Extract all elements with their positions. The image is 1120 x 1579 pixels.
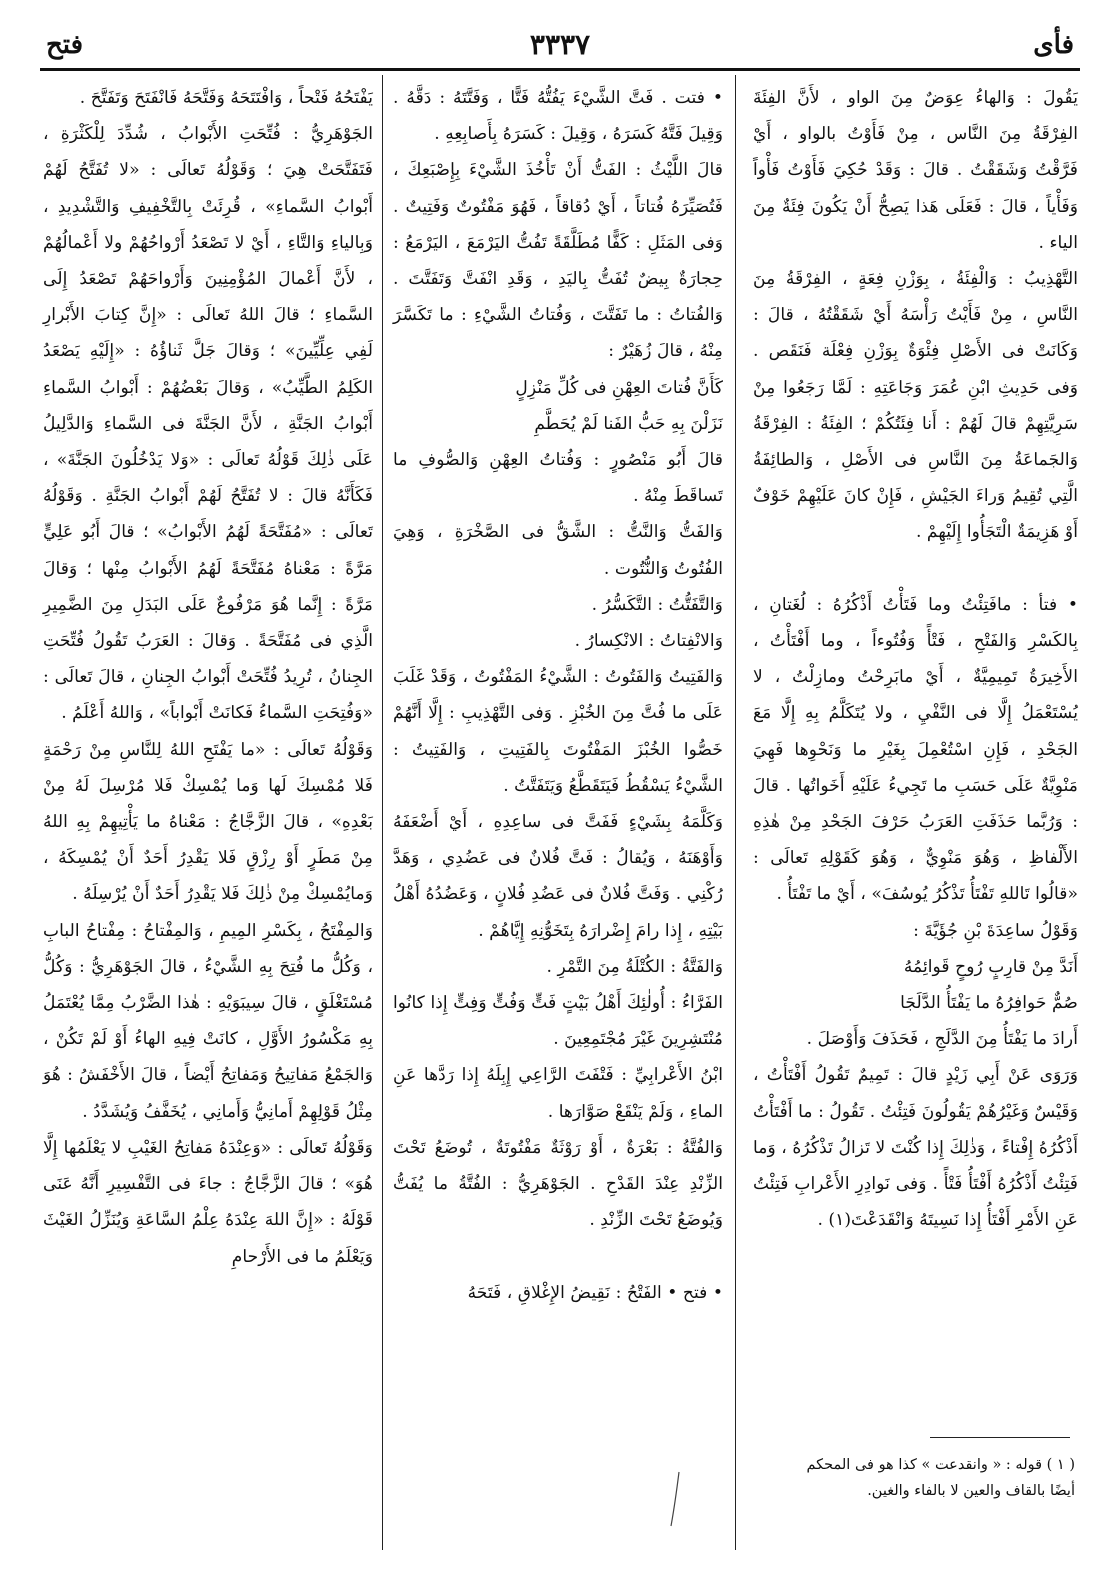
page-number: ٣٣٣٧	[529, 28, 591, 61]
stray-pen-mark	[665, 1470, 685, 1530]
column-divider-left	[382, 75, 383, 1550]
footnote-rule	[930, 1437, 1070, 1438]
column-right-text: يَقُولَ : وَالهاءُ عِوَضٌ مِنَ الواو ، لأَنَّ الفِئَةَ الفِرْقَةُ مِنَ النَّاس ، مِنْ فَأَوْتُ بالواو ، أَيْ فَرَّقْتُ وَشَقَقْتُ . قالَ : وَقَدْ حُكِيَ فَأَوْتُ فَأْواً وَفَأْياً ، قالَ : فَعَلَى هَذا يَصِحُّ أَنْ يَكُونَ فِئَةٌ مِنَ الياء . التَّهْذِيبُ : وَالْفِئَةُ ، بِوَزْنِ فِعَةٍ ، الفِرْقَةُ مِنَ النَّاسِ ، مِنْ فَأَيْتُ رَأْسَهُ أَيْ شَقَقْتُهُ ، قالَ : وَكَانَتْ فى الأَصْلِ فِئْوَةٌ بِوَزْنِ فِعْلَة فَنَقَص . وَفى حَدِيثِ ابْنِ عُمَرَ وَجَاعَتِهِ : لَمَّا رَجَعُوا مِنْ سَرِيَّتِهِمْ قالَ لَهُمْ : أَنا فِئَتُكُمْ ؛ الفِئَةُ : الفِرْقَةُ وَالجَماعَةُ مِنَ النَّاسِ فى الأَصْلِ ، وَالطائِفَةُ الَّتِي تُقِيمُ وَراءَ الجَيْشِ ، فَإِنْ كانَ عَلَيْهِمْ خَوْفٌ أَوْ هَزِيمَةٌ الْتَجَأُوا إِلَيْهِمْ . • فتأ : مافَتِئْتُ وما فَتَأْتُ أَذْكُرُهُ : لُغَتانِ ، بِالكَسْرِ وَالفَتْحِ ، فَتْأً وَفُتُوءاً ، وما أَفْتَأْتُ ، الأَخِيرَةُ تَمِيمِيَّةٌ ، أَيْ مابَرِحْتُ ومازِلْتُ ، لا يُسْتَعْمَلُ إِلَّا فى النَّفْيِ ، ولا يُتَكَلَّمُ بِهِ إِلَّا مَعَ الجَحْدِ ، فَإِنِ اسْتُعْمِلَ بِغَيْرِ ما وَنَحْوِها فَهِيَ مَنْوِيَّةٌ عَلَى حَسَبِ ما تَجِيءُ عَلَيْهِ أَخَواتُها . قالَ : وَرُبَّما حَذَفَتِ العَرَبُ حَرْفَ الجَحْدِ مِنْ هٰذِهِ الأَلْفاظِ ، وَهُوَ مَنْوِيٌّ ، وَهُوَ كَقَوْلِهِ تَعالَى : «قالُوا تَاللهِ تَفْتَأُ تَذْكُرُ يُوسُفَ» ، أَيْ ما تَفْتَأُ . وَقَوْلُ ساعِدَةَ بْنِ جُؤَيَّةَ : أَنَدَّ مِنْ قارِبٍ رُوحٍ قَوائِمُهُ صُمٌّ حَوافِرُهُ ما يَفْتَأُ الدَّلَجَا أَرادَ ما يَفْتَأُ مِنَ الدَّلَجِ ، فَحَذَفَ وَأَوْصَلَ . وَرَوَى عَنْ أَبِي زَيْدٍ قالَ : تَمِيمٌ تَقُولُ أَفْتَأْتُ ، وَقَيْسٌ وَغَيْرُهُمْ يَقُولُونَ فَتِئْتُ . تَقُولُ : ما أَفْتَأْتُ أَذْكُرُهُ إِفْتاءً ، وَذٰلِكَ إِذا كُنْتَ لا تَزالُ تَذْكُرُهُ ، وَما فَتِئْتُ أَذْكُرُهُ أَفْتَأُ فَتْأً . وَفى نَوادِرِ الأَعْرابِ فَتِئْتُ عَنِ الأَمْرِ أَفْتَأُ إِذا نَسِيتَهُ وَانْقَدَعْتَ(١) .	[753, 88, 1078, 1231]
column-left-text: يَفْتَحُهُ فَتْحاً ، وَافْتَتَحَهُ وَفَتَّحَهُ فَانْفَتَحَ وَتَفَتَّحَ . الجَوْهَرِيُّ : فُتِّحَتِ الأَبْوابُ ، شُدِّدَ لِلْكَثْرَةِ ، فَتَفَتَّحَتْ هِيَ ؛ وَقَوْلُهُ تَعالَى : «لا تُفَتَّحُ لَهُمْ أَبْوابُ السَّماءِ» ، قُرِئَتْ بِالتَّخْفِيفِ وَالتَّشْدِيدِ ، وَبِالياءِ وَالتَّاءِ ، أَيْ لا تَصْعَدُ أَرْواحُهُمْ ولا أَعْمالُهُمْ ، لأَنَّ أَعْمالَ المُؤْمِنِينَ وَأَرْواحَهُمْ تَصْعَدُ إِلَى السَّماءِ ؛ قالَ اللهُ تَعالَى : «إِنَّ كِتابَ الأَبْرارِ لَفِي عِلِّيِّينَ» ؛ وَقالَ جَلَّ ثَناؤُهُ : «إِلَيْهِ يَصْعَدُ الكَلِمُ الطَّيِّبُ» ، وَقالَ بَعْضُهُمْ : أَبْوابُ السَّماءِ أَبْوابُ الجَنَّةِ ، لأَنَّ الجَنَّةَ فى السَّماءِ وَالدَّلِيلُ عَلَى ذٰلِكَ قَوْلُهُ تَعالَى : «وَلا يَدْخُلُونَ الجَنَّةَ» ، فَكَأَنَّهُ قالَ : لا تُفَتَّحُ لَهُمْ أَبْوابُ الجَنَّةِ . وَقَوْلُهُ تَعالَى : «مُفَتَّحَةً لَهُمُ الأَبْوابُ» ؛ قالَ أَبُو عَلِيٍّ مَرَّةً : مَعْناهُ مُفَتَّحَةً لَهُمُ الأَبْوابُ مِنْها ؛ وَقالَ مَرَّةً : إِنَّما هُوَ مَرْفُوعٌ عَلَى البَدَلِ مِنَ الضَّمِيرِ الَّذِي فى مُفَتَّحَةً . وَقالَ : العَرَبُ تَقُولُ فُتِّحَتِ الجِنانُ ، تُرِيدُ فُتِّحَتْ أَبْوابُ الجِنانِ ، قالَ تَعالَى : «وَفُتِحَتِ السَّماءُ فَكانَتْ أَبْواباً» ، وَاللهُ أَعْلَمُ . وَقَوْلُهُ تَعالَى : «ما يَفْتَحِ اللهُ لِلنَّاسِ مِنْ رَحْمَةٍ فَلا مُمْسِكَ لَها وَما يُمْسِكْ فَلا مُرْسِلَ لَهُ مِنْ بَعْدِهِ» ، قالَ الزَّجَّاجُ : مَعْناهُ ما يَأْتِيهِمْ بِهِ اللهُ مِنْ مَطَرٍ أَوْ رِزْقٍ فَلا يَقْدِرُ أَحَدٌ أَنْ يُمْسِكَهُ ، وَمايُمْسِكْ مِنْ ذٰلِكَ فَلا يَقْدِرُ أَحَدٌ أَنْ يُرْسِلَهُ . وَالمِفْتَحُ ، بِكَسْرِ المِيمِ ، وَالمِفْتاحُ : مِفْتاحُ البابِ ، وَكُلُّ ما فُتِحَ بِهِ الشَّيْءُ ، قالَ الجَوْهَرِيُّ : وَكُلُّ مُسْتَغْلَقٍ ، قالَ سِيبَوَيْهِ : هٰذا الضَّرْبُ مِمَّا يُعْتَمَلُ بِهِ مَكْسُورُ الأَوَّلِ ، كانَتْ فِيهِ الهاءُ أَوْ لَمْ تَكُنْ ، وَالجَمْعُ مَفاتِيحُ وَمَفاتِحُ أَيْضاً ، قالَ الأَخْفَشُ : هُوَ مِثْلُ قَوْلِهِمْ أَمانِيُّ وَأَمانِي ، يُخَفَّفُ وَيُشَدَّدُ . وَقَوْلُهُ تَعالَى : «وَعِنْدَهُ مَفاتِحُ الغَيْبِ لا يَعْلَمُها إِلَّا هُوَ» ؛ قالَ الزَّجَّاجُ : جاءَ فى التَّفْسِيرِ أَنَّهُ عَنَى قَوْلَهُ : «إِنَّ اللهَ عِنْدَهُ عِلْمُ السَّاعَةِ وَيُنَزِّلُ الغَيْثَ وَيَعْلَمُ ما فى الأَرْحامِ	[43, 88, 373, 1267]
column-divider-right	[735, 75, 736, 1550]
page-header	[40, 28, 1080, 68]
column-right	[753, 80, 1078, 1231]
column-left	[43, 80, 373, 1560]
column-middle	[393, 80, 723, 1400]
footnote: ( ١ ) قوله : « وانقدعت » كذا هو فى المحكم أيضًا بالقاف والعين لا بالفاء والغين.	[806, 1457, 1075, 1499]
column-middle-text: • فتت . فَتَّ الشَّيْءَ يَفُتُّهُ فَتًّا ، وَفَتَّتَهُ : دَقَّهُ . وَقِيلَ فَتَّهُ كَسَرَهُ ، وَقِيلَ : كَسَرَهُ بِأَصابِعِهِ . قالَ اللَّيْثُ : الفَتُّ أَنْ تَأْخُذَ الشَّيْءَ بِإِصْبَعِكَ ، فَتُصَيِّرَهُ فُتاتاً ، أَيْ دُقاقاً ، فَهُوَ مَفْتُوتٌ وَفَتِيتٌ . وَفى المَثَلِ : كَفًّا مُطَلَّقَةً تَفُتُّ اليَرْمَعَ ، اليَرْمَعُ : حِجارَةٌ بِيضٌ تُفَتُّ بِاليَدِ ، وَقَدِ انْفَتَّ وَتَفَتَّتَ . وَالفُتاتُ : ما تَفَتَّتَ ، وَفُتاتُ الشَّيْءِ : ما تَكَسَّرَ مِنْهُ ، قالَ زُهَيْرٌ : كَأَنَّ فُتاتَ العِهْنِ فى كُلِّ مَنْزِلٍ نَزَلْنَ بِهِ حَبُّ الفَنا لَمْ يُحَطَّمِ قالَ أَبُو مَنْصُورٍ : وَفُتاتُ العِهْنِ وَالصُّوفِ ما تَساقَطَ مِنْهُ . وَالفَتُّ وَالنَّتُّ : الشَّقُّ فى الصَّخْرَةِ ، وَهِيَ الفُتُوتُ وَالنُّتُوت . وَالتَّفَتُّتُ : التَّكَسُّرُ . وَالانْفِتاتُ : الانْكِسارُ . وَالفَتِيتُ وَالفَتُوتُ : الشَّيْءُ المَفْتُوتُ ، وَقَدْ غَلَبَ عَلَى ما فُتَّ مِنَ الخُبْزِ . وَفى التَّهْذِيبِ : إِلَّا أَنَّهُمْ خَصُّوا الخُبْزَ المَفْتُوتَ بِالفَتِيتِ ، وَالفَتِيتُ : الشَّيْءُ يَسْقُطُ فَيَتَقَطَّعُ وَيَتَفَتَّتُ . وَكَلَّمَهُ بِشَيْءٍ فَفَتَّ فى ساعِدِهِ ، أَيْ أَضْعَفَهُ وَأَوْهَنَهُ ، وَيُقالُ : فَتَّ فُلانٌ فى عَضُدِي ، وَهَدَّ رُكْنِي . وَفَتَّ فُلانٌ فى عَضُدِ فُلانٍ ، وَعَضُدُهُ أَهْلُ بَيْتِهِ ، إِذا رامَ إِضْرارَهُ بِتَخَوُّنِهِ إِيَّاهُمْ . وَالفَتَّةُ : الكُتْلَةُ مِنَ التَّمْرِ . الفَرَّاءُ : أُولٰئِكَ أَهْلُ بَيْتٍ فَتٍّ وَفُتٍّ وَفِتٍّ إِذا كانُوا مُنْتَشِرِينَ غَيْرَ مُجْتَمِعِينَ . ابْنُ الأَعْرابِيِّ : فَتْفَتَ الرَّاعِي إِبِلَهُ إِذا رَدَّها عَنِ الماءِ ، وَلَمْ يَنْقَعْ صَوَّارَها . وَالفُتَّةُ : بَعْرَةٌ ، أَوْ رَوْثَةٌ مَفْتُوتَةٌ ، تُوضَعُ تَحْتَ الزِّنْدِ عِنْدَ القَدْحِ . الجَوْهَرِيُّ : الفُتَّةُ ما يُفَتُّ وَيُوضَعُ تَحْتَ الزِّنْدِ . • فتح • الفَتْحُ : نَقِيضُ الإِغْلاقِ ، فَتَحَهُ	[393, 88, 723, 1303]
header-left-word: فتح	[46, 30, 84, 60]
header-rule	[40, 68, 1080, 71]
header-right-word: فأى	[1033, 30, 1074, 60]
